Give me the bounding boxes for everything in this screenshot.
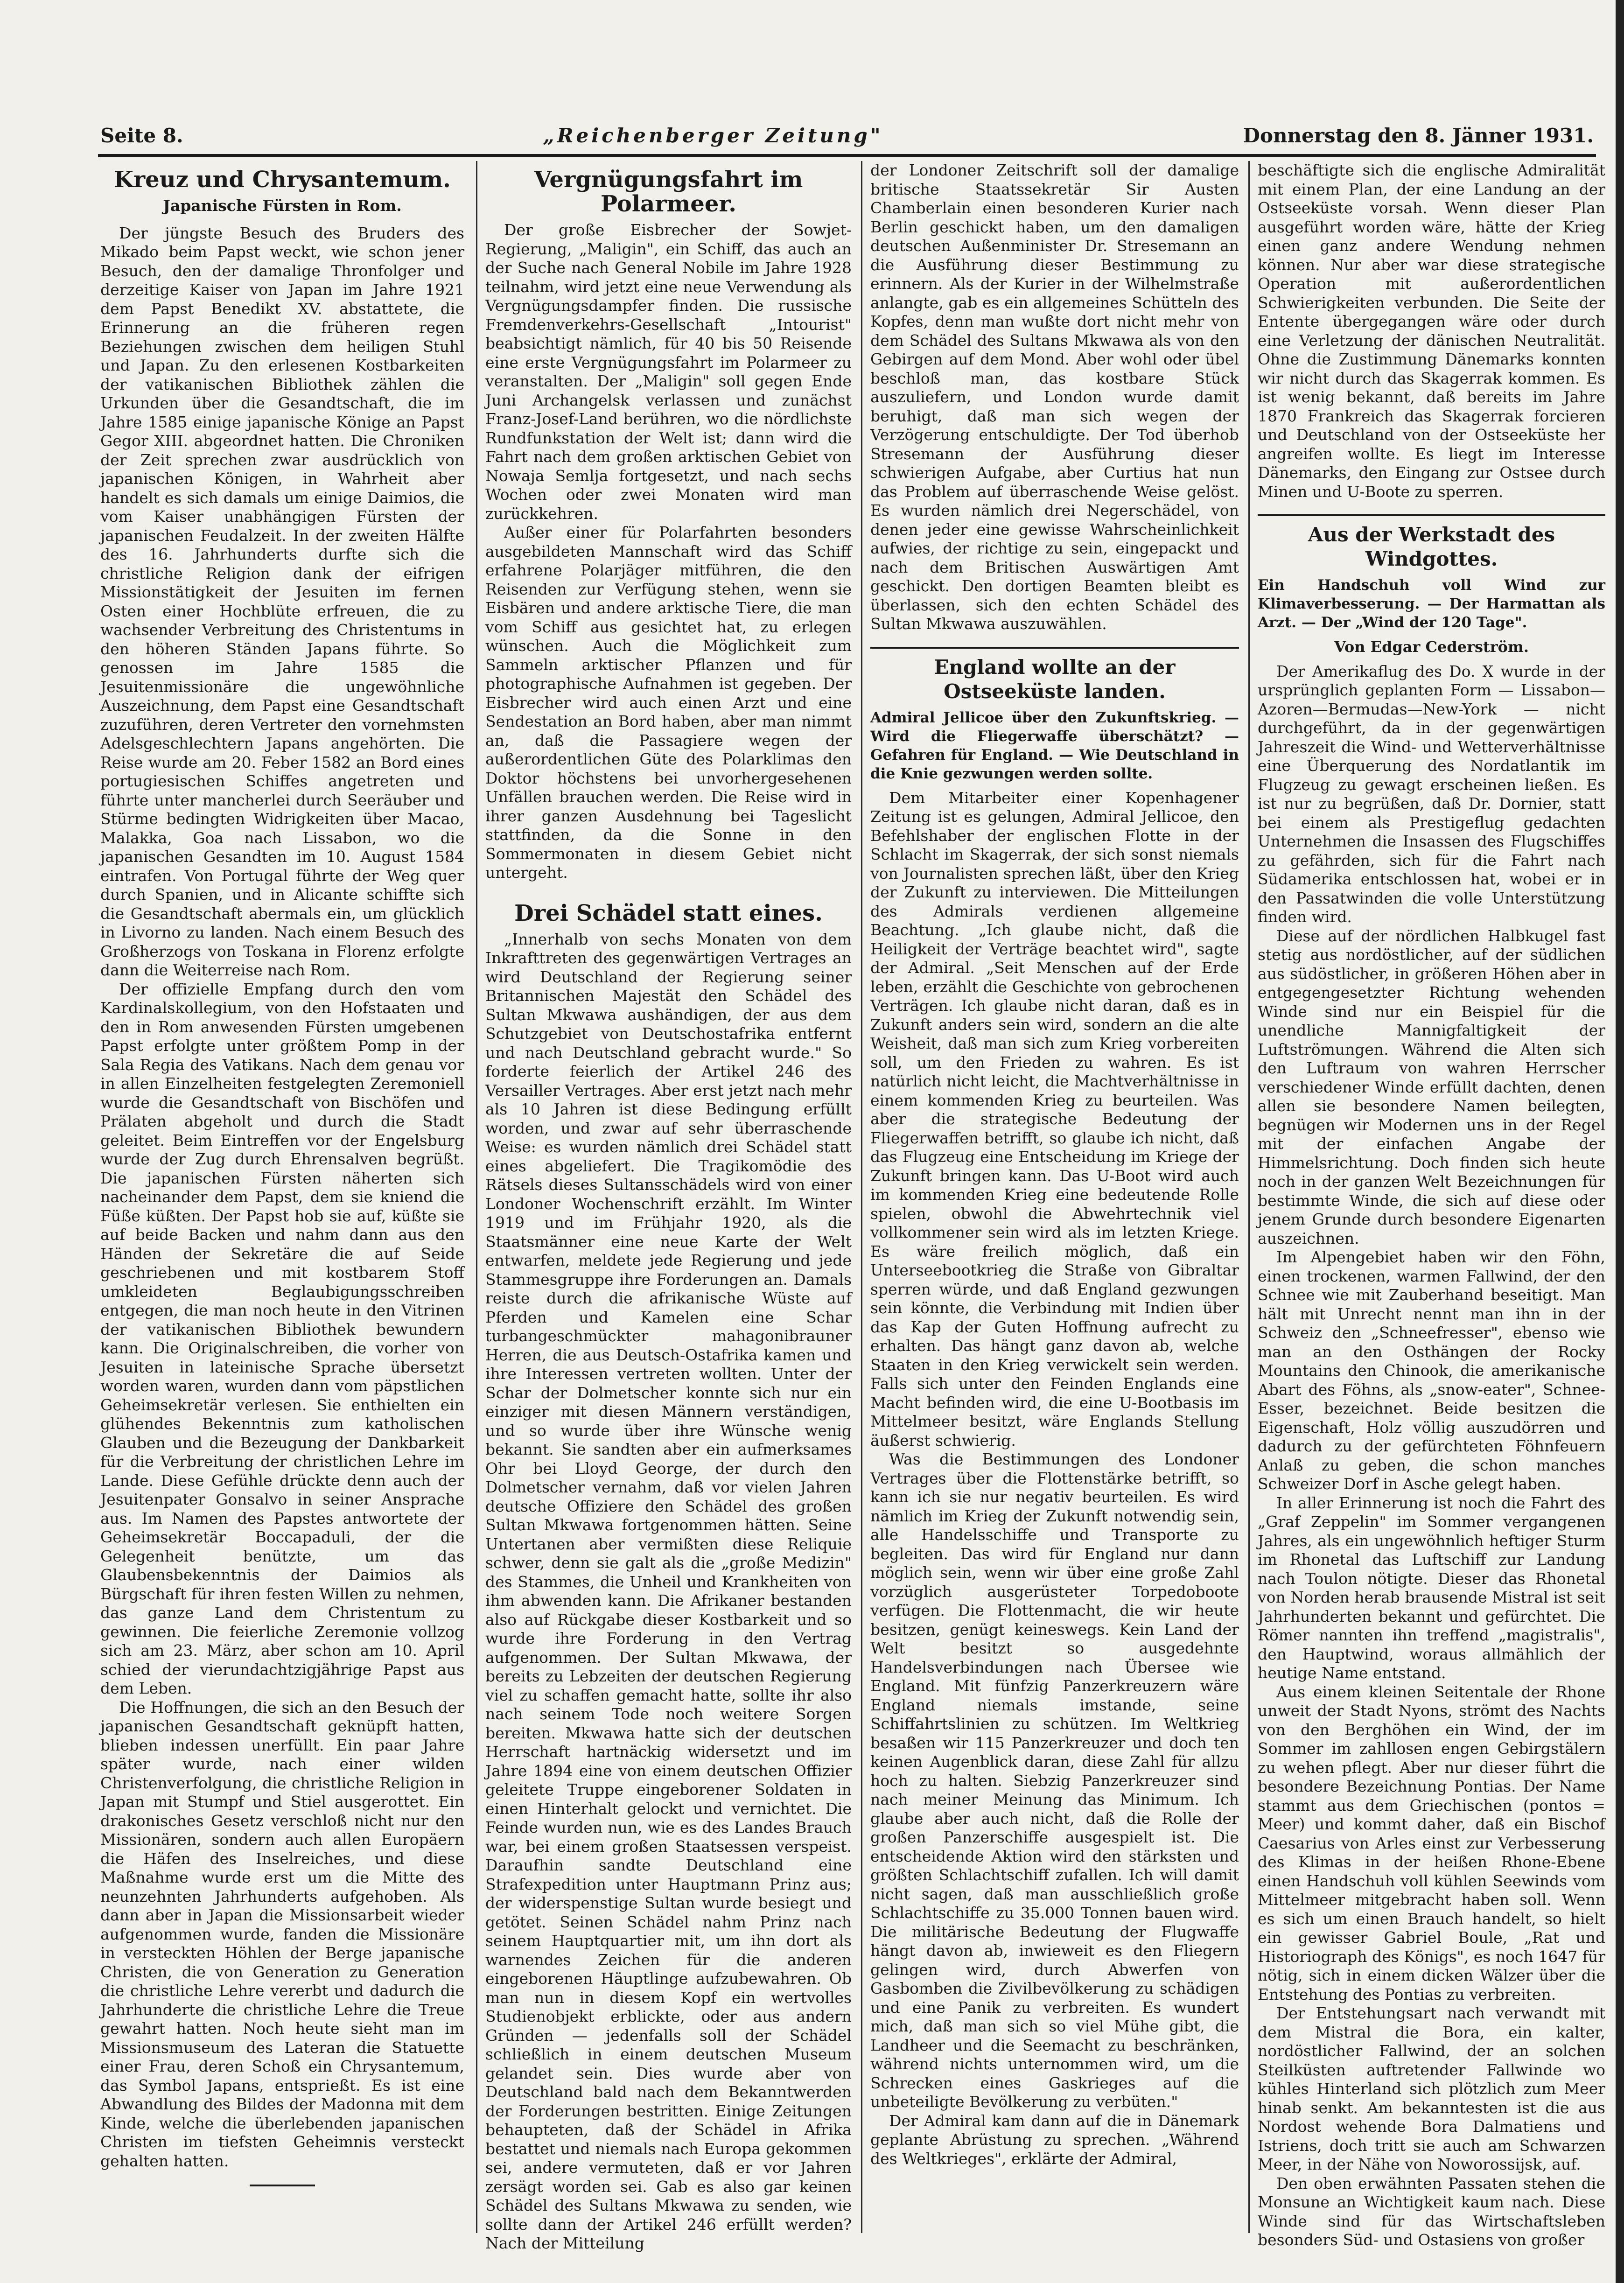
issue-date: Donnerstag den 8. Jänner 1931.	[1243, 124, 1594, 147]
column-divider	[476, 161, 477, 2233]
article-paragraph: Der Amerikaflug des Do. X wurde in der ursprünglich geplanten Form — Lissabon—Azoren—Bermudas—New-York — nicht durchgeführt, da in der gegenwärtigen Jahreszeit die Wind- und Wetterverhältnisse eine Überquerung des Nordatlantik im Flugzeug zu gewagt erscheinen ließen. Es ist nur zu begrüßen, daß Dr. Dornier, statt bei einem als Prestigeflug gedachten Unternehmen die Insassen des Flugschiffes zu gefährden, sich für die Fahrt nach Südamerika entschlossen hat, wobei er in den Passatwinden die volle Unterstützung finden wird.	[1258, 662, 1605, 926]
article-headline: Kreuz und Chrysantemum.	[114, 167, 451, 193]
article-separator	[250, 2185, 315, 2186]
column-1	[100, 161, 464, 2224]
article-paragraph: Der offizielle Empfang durch den vom Kardinalskollegium, von den Hofstaaten und den in Rom anwesenden Fürsten umgebenen Papst erfolgte unter größtem Pomp in der Sala Regia des Vatikans. Nach dem genau vor in allen Einzelheiten festgelegten Zeremoniell wurde die Gesandtschaft von Bischöfen und Prälaten abgeholt und durch die Stadt geleitet. Beim Eintreffen vor der Engelsburg wurde der Zug durch Ehrensalven begrüßt. Die japanischen Fürsten näherten sich nacheinander dem Papst, dem sie kniend die Füße küßten. Der Papst hob sie auf, küßte sie auf beide Backen und nahm dann aus den Händen der Sekretäre die auf Seide geschriebenen und mit kostbarem Stoff umkleideten Beglaubigungsschreiben entgegen, die man noch heute in den Vitrinen der vatikanischen Bibliothek bewundern kann. Die Originalschreiben, die vorher von Jesuiten in lateinische Sprache übersetzt worden waren, wurden dann vom päpstlichen Geheimsekretär verlesen. Sie enthielten ein glühendes Bekenntnis zum katholischen Glauben und die Bezeugung der Dankbarkeit für die Verbreitung der christlichen Lehre im Lande. Diese Gefühle drückte denn auch der Jesuitenpater Gonsalvo in seiner Ansprache aus. Im Namen des Papstes antwortete der Geheimsekretär Boccapaduli, der die Gelegenheit benützte, um das Glaubensbekenntnis der Daimios als Bürgschaft für ihren festen Willen zu nehmen, das ganze Land dem Christentum zu gewinnen. Die feierliche Zeremonie vollzog sich am 23. März, aber schon am 10. April schied der vierundachtzigjährige Papst aus dem Leben.	[100, 980, 464, 1697]
article-paragraph: Dem Mitarbeiter einer Kopenhagener Zeitung ist es gelungen, Admiral Jellicoe, den Befehlshaber der englischen Flotte in der Schlacht im Skagerrak, der sich sonst niemals von Journalisten sprechen läßt, über den Krieg der Zukunft zu interviewen. Die Mitteilungen des Admirals verdienen allgemeine Beachtung. „Ich glaube nicht, daß die Heiligkeit der Verträge beachtet wird", sagte der Admiral. „Seit Menschen auf der Erde leben, erzählt die Geschichte von gebrochenen Verträgen. Ich glaube nicht daran, daß es in Zukunft anders sein wird, sondern an die alte Weisheit, daß man sich zum Krieg vorbereiten soll, um den Frieden zu wahren. Es ist natürlich nicht leicht, die Machtverhältnisse in einem kommenden Krieg zu beurteilen. Was aber die strategische Bedeutung der Fliegerwaffen betrifft, so glaube ich nicht, daß das Flugzeug eine Entscheidung im Kriege der Zukunft bringen kann. Das U-Boot wird auch im kommenden Krieg eine bedeutende Rolle spielen, obwohl die Abwehrtechnik viel vollkommener sein wird als im letzten Kriege. Es wäre freilich möglich, daß ein Unterseebootkrieg die Straße von Gibraltar sperren würde, und daß England gezwungen sein könnte, die Verbindung mit Indien über das Kap der Guten Hoffnung aufrecht zu erhalten. Das hängt ganz davon ab, welche Staaten in den Krieg verwickelt sein werden. Falls sich unter den Feinden Englands eine Macht befinden wird, die eine U-Bootbasis im Mittelmeer besitzt, wäre Englands Stellung äußerst schwierig.	[870, 788, 1239, 1450]
article-paragraph: „Innerhalb von sechs Monaten von dem Inkrafttreten des gegenwärtigen Vertrages an wird Deutschland der Regierung seiner Britannischen Majestät den Schädel des Sultan Mkwawa aushändigen, der aus dem Schutzgebiet von Deutschostafrika entfernt und nach Deutschland gebracht wurde." So forderte feierlich der Artikel 246 des Versailler Vertrages. Aber erst jetzt nach mehr als 10 Jahren ist diese Bedingung erfüllt worden, und zwar auf sehr überraschende Weise: es wurden nämlich drei Schädel statt eines abgeliefert. Die Tragikomödie des Rätsels dieses Sultansschädels wird von einer Londoner Wochenschrift erzählt. Im Winter 1919 und im Frühjahr 1920, als die Staatsmänner eine neue Karte der Welt entwarfen, meldete jede Regierung und jede Stammesgruppe ihre Forderungen an. Damals reiste durch die afrikanische Wüste auf Pferden und Kamelen eine Schar turbangeschmückter mahagonibrauner Herren, die aus Deutsch-Ostafrika kamen und ihre Interessen vertreten wollten. Unter der Schar der Dolmetscher konnte sich nur ein einziger mit diesen Männern verständigen, und so wurde über ihre Wünsche wenig bekannt. Sie sandten aber ein aufmerksames Ohr bei Lloyd George, der durch den Dolmetscher vernahm, daß vor vielen Jahren deutsche Offiziere den Schädel des großen Sultan Mkwawa fortgenommen hätten. Seine Untertanen aber vermißten diese Reliquie schwer, denn sie galt als die „große Medizin" des Stammes, die Unheil und Krankheiten von ihm abwenden kann. Die Afrikaner bestanden also auf Rückgabe dieser Kostbarkeit und so wurde ihre Forderung in den Vertrag aufgenommen. Der Sultan Mkwawa, der bereits zu Lebzeiten der deutschen Regierung viel zu schaffen gemacht hatte, sollte ihr also nach seinem Tode noch weitere Sorgen bereiten. Mkwawa hatte sich der deutschen Herrschaft hartnäckig widersetzt und im Jahre 1894 eine von einem deutschen Offizier geleitete Truppe eingeborener Soldaten in einen Hinterhalt gelockt und vernichtet. Die Feinde wurden nun, wie es des Landes Brauch war, bei einem großen Staatsessen verspeist. Daraufhin sandte Deutschland eine Strafexpedition unter Hauptmann Prinz aus; der widerspenstige Sultan wurde besiegt und getötet. Seinen Schädel nahm Prinz nach seinem Hauptquartier mit, um ihn dort als warnendes Zeichen für die anderen eingeborenen Häuptlinge aufzubewahren. Ob man nun in diesem Kopf ein wertvolles Studienobjekt erblickte, oder aus andern Gründen — jedenfalls soll der Schädel schließlich in einem deutschen Museum gelandet sein. Dies wurde aber von Deutschland bald nach dem Bekanntwerden der Forderungen bestritten. Einige Zeitungen behaupteten, daß der Schädel in Afrika bestattet und niemals nach Europa gekommen sei, andere vermuteten, daß er vor Jahren zersägt worden sei. Gab es also gar keinen Schädel des Sultans Mkwawa zu senden, wie sollte dann der Artikel 246 erfüllt werden? Nach der Mitteilung	[485, 930, 852, 2252]
column-4	[1258, 161, 1605, 2249]
article-paragraph: Den oben erwähnten Passaten stehen die Monsune an Wichtigkeit kaum nach. Diese Winde sind für das Wirtschaftsleben besonders Süd- und Ostasiens von großer	[1258, 2174, 1605, 2249]
article-headline: Drei Schädel statt eines.	[514, 900, 823, 926]
article-paragraph: Diese auf der nördlichen Halbkugel fast stetig aus nordöstlicher, auf der südlichen aus südöstlicher, in größeren Höhen aber in entgegengesetzter Richtung wehenden Winde sind nur ein Beispiel für die unendliche Mannigfaltigkeit der Luftströmungen. Während die Alten sich den Luftraum von wahren Herrscher verschiedener Winde erfüllt dachten, denen allen sie besondere Namen beilegten, begnügen wir Modernen uns in der Regel mit der einfachen Angabe der Himmelsrichtung. Doch finden sich heute noch in der ganzen Welt Bezeichnungen für bestimmte Winde, die sich auf diese oder jenem Grunde durch besondere Eigenarten auszeichnen.	[1258, 926, 1605, 1247]
article-headline: Aus der Werkstadt des Windgottes.	[1308, 523, 1555, 570]
article-paragraph: Aus einem kleinen Seitentale der Rhone unweit der Stadt Nyons, strömt des Nachts von den Berghöhen ein Wind, der im Sommer im zahllosen engen Gebirgstälern zu wehen pflegt. Aber nur dieser führt die besondere Bezeichnung Pontias. Der Name stammt aus dem Griechischen (pontos = Meer) und kommt daher, daß ein Bischof Caesarius von Arles einst zur Verbesserung des Klimas in der heißen Rhone-Ebene einen Handschuh voll kühlen Seewinds vom Mittelmeer mitgebracht haben soll. Wenn es sich um einen Brauch handelt, so hielt ein gewisser Gabriel Boule, „Rat und Historiograph des Königs", es noch 1647 für nötig, sich in einem dicken Wälzer über die Entstehung des Pontias zu verbreiten.	[1258, 1682, 1605, 2003]
article-paragraph: der Londoner Zeitschrift soll der damalige britische Staatssekretär Sir Austen Chamberlain einen besonderen Kurier nach Berlin geschickt haben, um den damaligen deutschen Außenminister Dr. Stresemann an die Ausführung dieser Bestimmung zu erinnern. Als der Kurier in der Wilhelmstraße anlangte, gab es ein allgemeines Schütteln des Kopfes, denn man wußte dort nicht mehr von dem Schädel des Sultans Mkwawa als von den Gebirgen auf dem Mond. Aber wohl oder übel beschloß man, das kostbare Stück auszuliefern, und London wurde damit beruhigt, daß man sich wegen der Verzögerung entschuldigte. Der Tod überhob Stresemann der Ausführung dieser schwierigen Aufgabe, aber Curtius hat nun das Problem auf überraschende Weise gelöst. Es wurden nämlich drei Negerschädel, von denen jeder eine gewisse Wahrscheinlichkeit aufwies, der richtige zu sein, eingepackt und nach dem Britischen Auswärtigen Amt geschickt. Den dortigen Beamten bleibt es überlassen, sich den echten Schädel des Sultan Mkwawa auszuwählen.	[870, 161, 1239, 633]
article-byline: Von Edgar Cederström.	[1334, 638, 1529, 656]
newspaper-title: „Reichenberger Zeitung"	[543, 124, 883, 147]
article-lead: Admiral Jellicoe über den Zukunftskrieg. — Wird die Fliegerwaffe überschätzt? — Gefahren für England. — Wie Deutschland in die Knie gezwungen werden sollte.	[870, 709, 1239, 782]
article-lead: Ein Handschuh voll Wind zur Klimaverbesserung. — Der Harmattan als Arzt. — Der „Wind der 120 Tage".	[1258, 577, 1605, 631]
page-number: Seite 8.	[100, 124, 183, 147]
page-edge	[1616, 0, 1624, 2283]
article-paragraph: Was die Bestimmungen des Londoner Vertrages über die Flottenstärke betrifft, so kann ich sie nur negativ beurteilen. Es wird nämlich im Krieg der Zukunft notwendig sein, alle Handelsschiffe und Transporte zu begleiten. Das wird für England nur dann möglich sein, wenn wir über eine große Zahl vorzüglich ausgerüsteter Torpedoboote verfügen. Die Flottenmacht, die wir heute besitzen, genügt keineswegs. Kein Land der Welt besitzt so ausgedehnte Handelsverbindungen nach Übersee wie England. Mit fünfzig Panzerkreuzern wäre England niemals imstande, seine Schiffahrtslinien zu schützen. Im Weltkrieg besaßen wir 115 Panzerkreuzer und doch ten keinen Augenblick daran, diese Zahl für allzu hoch zu halten. Siebzig Panzerkreuzer sind nach meiner Meinung das Minimum. Ich glaube aber auch nicht, daß die Rolle der großen Panzerschiffe ausgespielt ist. Die entscheidende Aktion wird den stärksten und größten Schlachtschiff zufallen. Ich will damit nicht sagen, daß man ausschließlich große Schlachtschiffe zu 35.000 Tonnen bauen wird. Die militärische Bedeutung der Flugwaffe hängt davon ab, inwieweit es den Fliegern gelingen wird, durch Abwerfen von Gasbomben die Zivilbevölkerung zu schädigen und eine Panik zu verbreiten. Es wundert mich, daß man sich so viel Mühe gibt, die Landheer und die Seemacht zu beschränken, während nichts unternommen wird, um die Schrecken eines Gaskrieges auf die unbeteiligte Bevölkerung zu verbüten."	[870, 1450, 1239, 2111]
column-divider	[861, 161, 862, 2233]
article-paragraph: In aller Erinnerung ist noch die Fahrt des „Graf Zeppelin" im Sommer vergangenen Jahres, als ein ungewöhnlich heftiger Sturm im Rhonetal das Luftschiff zur Landung nach Toulon nötigte. Dieser das Rhonetal von Norden herab brausende Mistral ist seit Jahrhunderten bekannt und gefürchtet. Die Römer nannten ihn treffend „magistralis", den Hauptwind, woraus allmählich der heutige Name entstand.	[1258, 1493, 1605, 1682]
article-separator	[870, 647, 1239, 649]
column-2	[485, 161, 852, 2252]
article-headline: England wollte an der Ostseeküste landen.	[934, 655, 1176, 703]
article-paragraph: beschäftigte sich die englische Admiralität mit einem Plan, der eine Landung an der Ostseeküste vorsah. Wenn dieser Plan ausgeführt worden wäre, hätte der Krieg einen ganz andere Wendung nehmen können. Nur aber war diese strategische Operation mit außerordentlichen Schwierigkeiten verbunden. Die Seite der Entente übergegangen wäre oder durch eine Verletzung der dänischen Neutralität. Ohne die Zustimmung Dänemarks konnten wir nicht durch das Skagerrak kommen. Es ist wenig bekannt, daß bereits im Jahre 1870 Frankreich das Skagerrak forcieren und Deutschland von der Ostseeküste her angreifen wollte. Es liegt im Interesse Dänemarks, den Eingang zur Ostsee durch Minen und U-Boote zu sperren.	[1258, 161, 1605, 501]
article-paragraph: Die Hoffnungen, die sich an den Besuch der japanischen Gesandtschaft geknüpft hatten, blieben indessen unerfüllt. Ein paar Jahre später wurde, nach einer wilden Christenverfolgung, die christliche Religion in Japan mit Stumpf und Stiel ausgerottet. Ein drakonisches Gesetz verschloß nicht nur den Missionären, sondern auch allen Europäern die Häfen des Inselreiches, und diese Maßnahme wurde erst um die Mitte des neunzehnten Jahrhunderts aufgehoben. Als dann aber in Japan die Missionsarbeit wieder aufgenommen wurde, fanden die Missionäre in versteckten Höhlen der Berge japanische Christen, die von Generation zu Generation die christliche Lehre vererbt und dadurch die Jahrhunderte die christliche Lehre die Treue gewahrt hatten. Noch heute sieht man im Missionsmuseum des Lateran die Statuette einer Frau, deren Schoß ein Chrysantemum, das Symbol Japans, entsprießt. Es ist eine Abwandlung des Bildes der Madonna mit dem Kinde, welche die überlebenden japanischen Christen im tiefsten Geheimnis versteckt gehalten hatten.	[100, 1698, 464, 2170]
article-headline: Vergnügungsfahrt im Polarmeer.	[534, 167, 803, 217]
article-paragraph: Der Entstehungsart nach verwandt mit dem Mistral die Bora, ein kalter, nordöstlicher Fallwind, der an solchen Steilküsten auftretender Fallwinde wo kühles Hinterland sich plötzlich zum Meer hinab senkt. Am bekanntesten ist die aus Nordost wehende Bora Dalmatiens und Istriens, doch tritt sie auch am Schwarzen Meer, in der Nähe von Noworossijsk, auf.	[1258, 2004, 1605, 2173]
column-divider	[1248, 161, 1250, 2233]
article-paragraph: Außer einer für Polarfahrten besonders ausgebildeten Mannschaft wird das Schiff erfahrene Polarjäger mitführen, die den Reisenden zur Verfügung stehen, wenn sie Eisbären und andere arktische Tiere, die man vom Schiff aus gesichtet hat, zu erlegen wünschen. Auch die Möglichkeit zum Sammeln arktischer Pflanzen und für photographische Aufnahmen ist gegeben. Der Eisbrecher wird auch einen Arzt und eine Sendestation an Bord haben, aber man nimmt an, daß die Passagiere wegen der außerordentlichen Güte des Polarklimas den Doktor höchstens bei unvorhergesehenen Unfällen brauchen werden. Die Reise wird in ihrer ganzen Ausdehnung bei Tageslicht stattfinden, da die Sonne in den Sommermonaten in diesem Gebiet nicht untergeht.	[485, 523, 852, 882]
article-paragraph: Der große Eisbrecher der Sowjet-Regierung, „Maligin", ein Schiff, das auch an der Suche nach General Nobile im Jahre 1928 teilnahm, wird jetzt eine neue Verwendung als Vergnügungsdampfer finden. Die russische Fremdenverkehrs-Gesellschaft „Intourist" beabsichtigt nämlich, für 40 bis 50 Reisende eine erste Vergnügungsfahrt im Polarmeer zu veranstalten. Der „Maligin" soll gegen Ende Juni Archangelsk verlassen und zunächst Franz-Josef-Land berühren, wo die nördlichste Rundfunkstation der Welt ist; dann wird die Fahrt nach dem großen arktischen Gebiet von Nowaja Semlja fortgesetzt, und nach sechs Wochen oder zwei Monaten wird man zurückkehren.	[485, 221, 852, 523]
column-3	[870, 161, 1239, 2224]
article-paragraph: Der jüngste Besuch des Bruders des Mikado beim Papst weckt, wie schon jener Besuch, den der damalige Thronfolger und derzeitige Kaiser von Japan im Jahre 1921 dem Papst Benedikt XV. abstattete, die Erinnerung an die früheren regen Beziehungen zwischen dem heiligen Stuhl und Japan. Zu den erlesenen Kostbarkeiten der vatikanischen Bibliothek zählen die Urkunden über die Gesandtschaft, die im Jahre 1585 einige japanische Könige an Papst Gegor XIII. abgeordnet hatten. Die Chroniken der Zeit sprechen zwar ausdrücklich von japanischen Königen, in Wahrheit aber handelt es sich damals um einige Daimios, die vom Kaiser unabhängigen Fürsten der japanischen Feudalzeit. In der zweiten Hälfte des 16. Jahrhunderts durfte sich die christliche Religion dank der eifrigen Missionstätigkeit der Jesuiten im fernen Osten einer Hochblüte erfreuen, die zu wachsender Verbreitung des Christentums in den höheren Ständen Japans führte. So genossen im Jahre 1585 die Jesuitenmissionäre die ungewöhnliche Auszeichnung, dem Papst eine Gesandtschaft zuzuführen, deren Vertreter den vornehmsten Adelsgeschlechtern Japans angehörten. Die Reise wurde am 20. Feber 1582 an Bord eines portugiesischen Schiffes angetreten und führte unter mancherlei durch Seeräuber und Stürme bedingten Widrigkeiten über Macao, Malakka, Goa nach Lissabon, wo die japanischen Gesandten im 10. August 1584 eintrafen. Von Portugal führte der Weg quer durch Spanien, und in Alicante schiffte sich die Gesandtschaft abermals ein, um glücklich in Livorno zu landen. Nach einem Besuch des Großherzogs von Toskana in Florenz erfolgte dann die Weiterreise nach Rom.	[100, 224, 464, 979]
masthead	[100, 119, 1594, 152]
article-separator	[1258, 514, 1605, 516]
article-subheadline: Japanische Fürsten in Rom.	[163, 196, 402, 215]
article-paragraph: Der Admiral kam dann auf die in Dänemark geplante Abrüstung zu sprechen. „Während des Weltkrieges", erklärte der Admiral,	[870, 2111, 1239, 2168]
article-paragraph: Im Alpengebiet haben wir den Föhn, einen trockenen, warmen Fallwind, der den Schnee wie mit Zauberhand beseitigt. Man hält mit Unrecht nennt man ihn in der Schweiz den „Schneefresser", ebenso wie man an den Osthängen der Rocky Mountains den Chinook, die amerikanische Abart des Föhns, als „snow-eater", Schnee-Esser, bezeichnet. Beide besitzen die Eigenschaft, Holz völlig auszudörren und dadurch zu der gefürchteten Föhnfeuern Anlaß zu geben, die schon manches Schweizer Dorf in Asche gelegt haben.	[1258, 1248, 1605, 1493]
masthead-rule	[98, 154, 1596, 157]
